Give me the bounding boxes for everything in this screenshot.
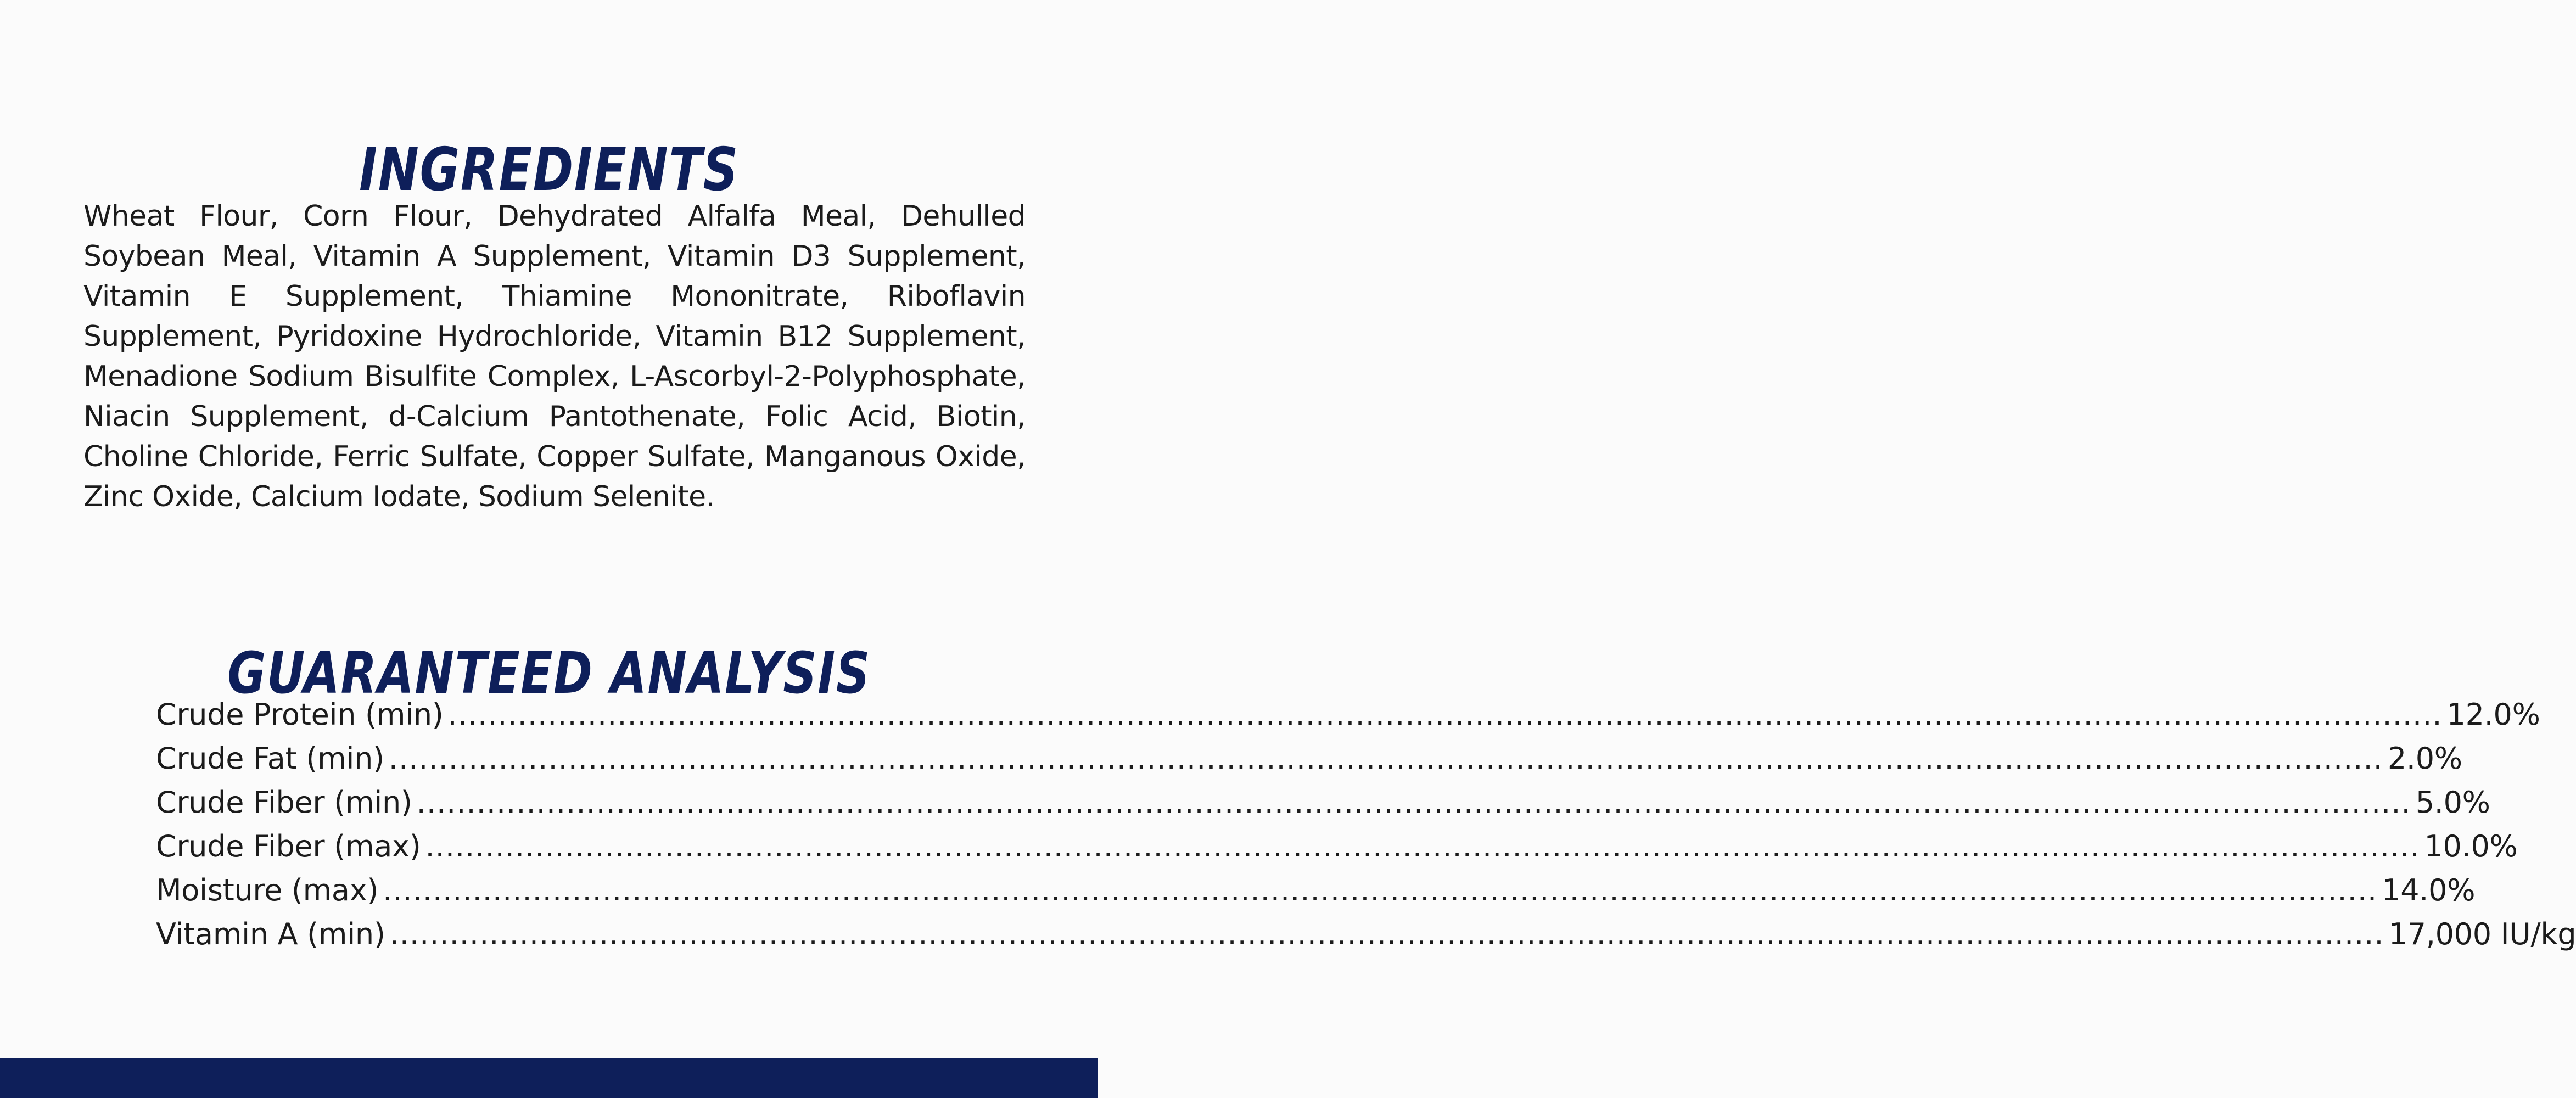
ingredients-list: Wheat Flour, Corn Flour, Dehydrated Alfalfa Meal, Dehulled Soybean Meal, Vitamin A Supplement, Vitamin D3 Supplement, Vitamin E Supplement, Thiamine Mononitrate, Riboflavin Supplement, Pyridoxine Hydrochloride, Vitamin B12 Supplement, Menadione Sodium Bisulfite Complex, L-Ascorbyl-2-Polyphosphate, Niacin Supplement, d-Calcium Pantothenate, Folic Acid, Biotin, Choline Chloride, Ferric Sulfate, Copper Sulfate, Manganous Oxide, Zinc Oxide, Calcium Iodate, Sodium Selenite. — [83, 200, 1026, 513]
analysis-value: 12.0% — [2446, 697, 2540, 732]
analysis-label: Crude Fat (min) — [156, 741, 384, 776]
dot-leader: ........................................................................................................................................................................................................ — [389, 917, 2384, 951]
dot-leader: ........................................................................................................................................................................................................ — [383, 873, 2378, 907]
dot-leader: ........................................................................................................................................................................................................ — [388, 741, 2383, 776]
analysis-label: Crude Protein (min) — [156, 697, 444, 732]
analysis-row-crude-fat-min — [156, 737, 2462, 781]
analysis-label: Crude Fiber (max) — [156, 829, 421, 864]
dot-leader: ........................................................................................................................................................................................................ — [447, 697, 2443, 732]
analysis-row-moisture-max — [156, 869, 2476, 912]
analysis-label: Moisture (max) — [156, 873, 379, 907]
analysis-label: Vitamin A (min) — [156, 917, 385, 951]
analysis-row-crude-protein-min — [156, 693, 2540, 737]
dot-leader: ........................................................................................................................................................................................................ — [425, 829, 2420, 864]
analysis-value: 2.0% — [2387, 741, 2462, 776]
analysis-value: 14.0% — [2382, 873, 2476, 907]
analysis-value: 17,000 IU/kg — [2388, 917, 2576, 951]
bottom-color-band — [0, 1058, 1098, 1098]
guaranteed-analysis-heading: GUARANTEED ANALYSIS — [227, 640, 871, 707]
dot-leader: ........................................................................................................................................................................................................ — [416, 785, 2411, 820]
analysis-row-crude-fiber-min — [156, 781, 2490, 825]
analysis-value: 5.0% — [2415, 785, 2490, 820]
analysis-row-vitamin-a-min — [156, 912, 2576, 956]
ingredients-heading: INGREDIENTS — [359, 136, 739, 205]
analysis-row-crude-fiber-max — [156, 825, 2518, 869]
analysis-value: 10.0% — [2424, 829, 2518, 864]
analysis-label: Crude Fiber (min) — [156, 785, 412, 820]
guaranteed-analysis-table — [156, 693, 2576, 956]
